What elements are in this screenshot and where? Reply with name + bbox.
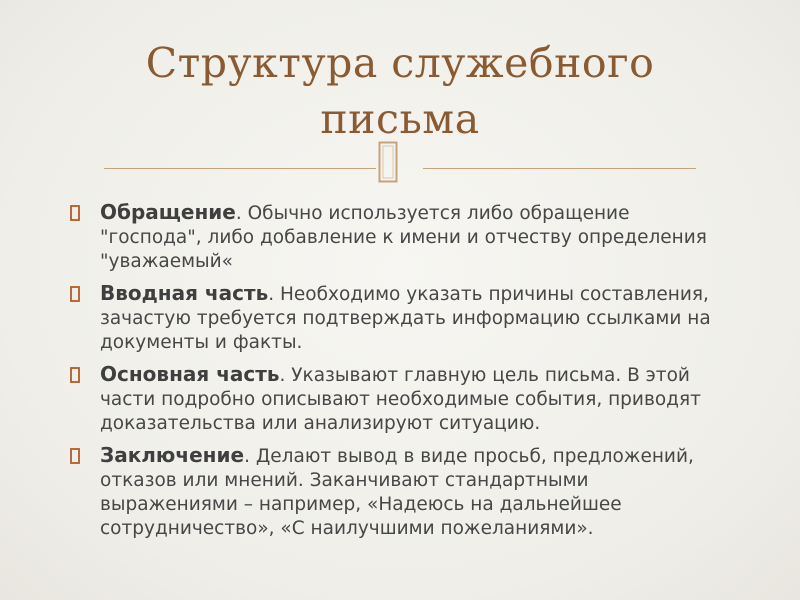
- slide-title: [60, 35, 740, 147]
- content-list: [70, 200, 720, 548]
- list-item: [70, 281, 720, 355]
- square-bracket-bullet-icon: [70, 367, 80, 383]
- decorative-frame-icon: [377, 140, 399, 184]
- item-text: . Делают вывод в виде просьб, предложений, отказов или мнений. Заканчивают стандартными выражениями – например, «Надеюсь на дальнейшее сотрудничество», «С наилучшими пожеланиями».: [100, 446, 694, 539]
- slide-title-line-2: письма: [320, 95, 480, 144]
- item-title: Основная часть: [100, 362, 280, 386]
- divider-line-right: [423, 168, 696, 169]
- item-title: Заключение: [100, 443, 245, 467]
- square-bracket-bullet-icon: [70, 448, 80, 464]
- item-title: Обращение: [100, 200, 236, 224]
- item-text: . Необходимо указать причины составления, зачастую требуется подтверждать информацию ссылками на документы и факты.: [100, 284, 711, 353]
- item-text: . Обычно используется либо обращение "господа", либо добавление к имени и отчеству определения "уважаемый«: [100, 203, 707, 272]
- item-title: Вводная часть: [100, 281, 269, 305]
- list-item: [70, 200, 720, 274]
- square-bracket-bullet-icon: [70, 205, 80, 221]
- list-item: [70, 362, 720, 436]
- slide-title-line-1: Структура служебного: [145, 39, 655, 88]
- square-bracket-bullet-icon: [70, 286, 80, 302]
- item-text: . Указывают главную цель письма. В этой части подробно описывают необходимые события, приводят доказательства или анализируют ситуацию.: [100, 365, 701, 434]
- list-item: [70, 443, 720, 541]
- divider-line-left: [104, 168, 376, 169]
